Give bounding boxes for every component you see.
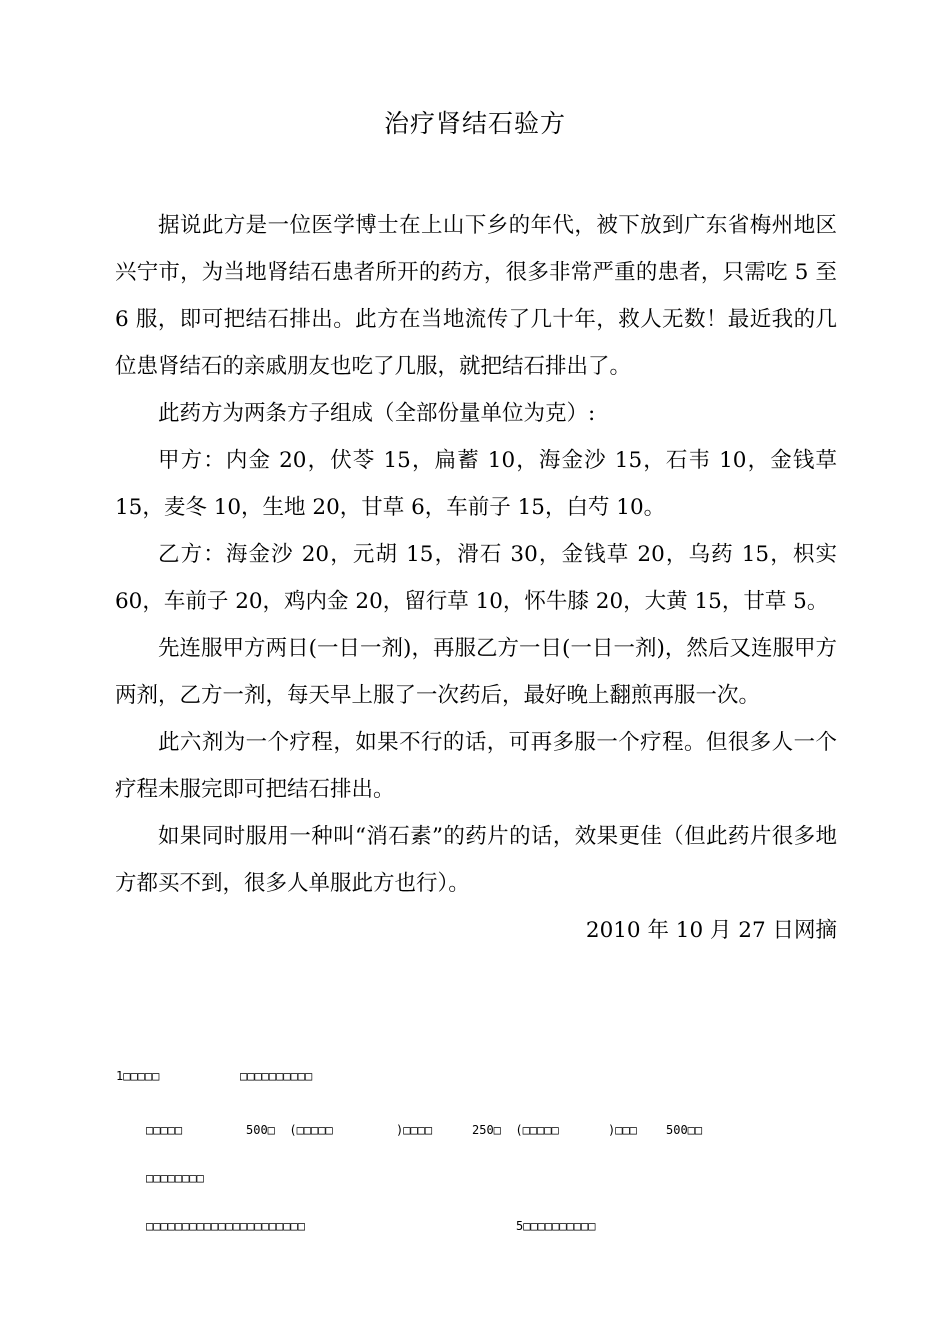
document-date: 2010 年 10 月 27 日网摘: [585, 918, 837, 943]
garbled-line-4b: 5□□□□□□□□□□: [516, 1219, 596, 1233]
document-body: [115, 202, 837, 954]
paragraph-prescription-b: 乙方：海金沙 20，元胡 15，滑石 30，金钱草 20，乌药 15，枳实 60，车前子 20，鸡内金 20，留行草 10，怀牛膝 20，大黄 15，甘草 5。: [115, 542, 837, 614]
garbled-line-3: □□□□□□□□: [146, 1171, 204, 1185]
garbled-line-4a: □□□□□□□□□□□□□□□□□□□□□□: [146, 1219, 305, 1233]
garbled-line-2d: 250□ (□□□□□: [472, 1123, 559, 1137]
paragraph-dosage: 先连服甲方两日(一日一剂)，再服乙方一日(一日一剂)，然后又连服甲方两剂，乙方一剂，每天早上服了一次药后，最好晚上翻煎再服一次。: [115, 636, 837, 708]
paragraph-prescription-a: 甲方：内金 20，伏苓 15，扁蓄 10，海金沙 15，石韦 10，金钱草 15，麦冬 10，生地 20，甘草 6，车前子 15，白芍 10。: [115, 448, 837, 520]
paragraph-intro: 据说此方是一位医学博士在上山下乡的年代，被下放到广东省梅州地区兴宁市，为当地肾结石患者所开的药方，很多非常严重的患者，只需吃 5 至 6 服，即可把结石排出。此方在当地流传了几十年，救人无数！最近我的几位患肾结石的亲戚朋友也吃了几服，就把结石排出了。: [115, 213, 837, 379]
garbled-line-2a: □□□□□: [146, 1123, 183, 1137]
document-title: 治疗肾结石验方: [383, 109, 566, 138]
garbled-line-2b: 500□ (□□□□□: [246, 1123, 333, 1137]
garbled-line-1a: 1□□□□□: [116, 1069, 160, 1083]
garbled-line-2f: 500□□: [666, 1123, 703, 1137]
paragraph-supplement: 如果同时服用一种叫“消石素”的药片的话，效果更佳（但此药片很多地方都买不到，很多人单服此方也行）。: [115, 824, 837, 896]
paragraph-composition: 此药方为两条方子组成（全部份量单位为克）:: [158, 401, 596, 426]
garbled-line-2e: )□□□: [608, 1123, 637, 1137]
paragraph-course: 此六剂为一个疗程，如果不行的话，可再多服一个疗程。但很多人一个疗程未服完即可把结石排出。: [115, 730, 837, 802]
garbled-line-2c: )□□□□: [396, 1123, 433, 1137]
garbled-line-1b: □□□□□□□□□□: [240, 1069, 313, 1083]
